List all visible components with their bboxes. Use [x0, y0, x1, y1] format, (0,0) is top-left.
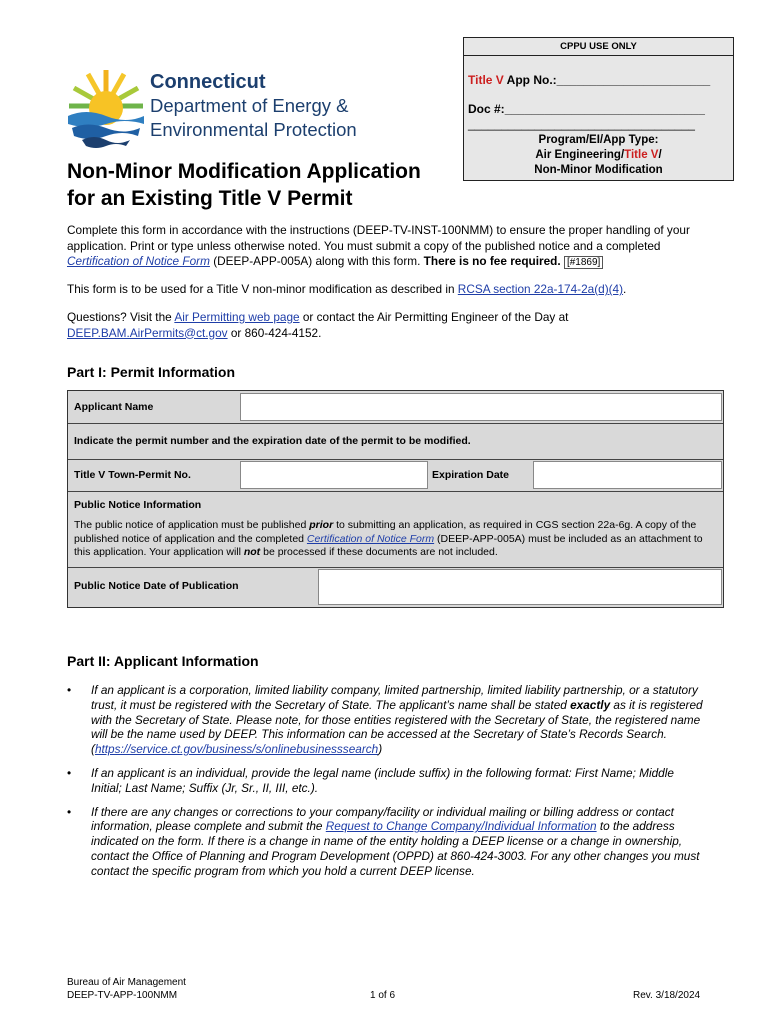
program-line2c: /	[658, 149, 662, 161]
form-tag: [#1869]	[564, 256, 603, 269]
certification-notice-link[interactable]: Certification of Notice Form	[67, 254, 210, 268]
rcsa-section-link[interactable]: RCSA section 22a-174-2a(d)(4)	[457, 282, 624, 296]
intro-text: Complete this form in accordance with the instructions (DEEP-TV-INST-100NMM) to ensure the proper handling of your application. Print or type unless otherwise noted. You must submit a copy of the published notice and a completed	[67, 223, 690, 253]
pn-text: to submitting an application, as required in CGS section 22a-6g. A copy of the published notice of application and the completed	[74, 519, 697, 545]
pn-certification-link[interactable]: Certification of Notice Form	[306, 532, 435, 545]
list-item	[67, 805, 707, 879]
part2-heading: Part II: Applicant Information	[67, 653, 259, 669]
logo-line2: Department of Energy &	[150, 95, 349, 116]
footer-page-number: 1 of 6	[370, 990, 396, 1001]
bullet-icon: •	[67, 804, 72, 819]
intro-paragraph-2	[67, 282, 707, 298]
footer-revision: Rev. 3/18/2024	[633, 990, 701, 1001]
cppu-use-only-box	[463, 37, 734, 181]
footer-form-id: DEEP-TV-APP-100NMM	[67, 990, 178, 1001]
list-item	[67, 766, 707, 796]
expiration-date-label: Expiration Date	[432, 469, 510, 481]
business-search-link[interactable]: https://service.ct.gov/business/s/onlinebusinesssearch	[94, 742, 379, 757]
applicant-name-label: Applicant Name	[74, 401, 154, 413]
doc-no-blank[interactable]: ______________________________	[504, 102, 705, 116]
intro-text: This form is to be used for a Title V non-minor modification as described in	[67, 282, 458, 296]
email-link[interactable]: DEEP.BAM.AirPermits@ct.gov	[67, 325, 228, 340]
row-divider	[68, 423, 723, 424]
bullet-text: If an applicant is an individual, provide the legal name (include suffix) in the following format: First Name; Middle Initial; Last Name; Suffix (Jr, Sr., II, III, etc.).	[91, 765, 674, 795]
wave-2	[72, 125, 140, 140]
pn-text: (DEEP-APP-005A) must be included as an attachment to this application. Your application will	[74, 532, 703, 558]
exactly-text: exactly	[570, 697, 611, 712]
wave-3	[82, 137, 130, 148]
app-no-line	[468, 73, 710, 87]
program-title-v: Title V	[624, 149, 659, 161]
extra-blank-line: __________________________________	[468, 117, 695, 131]
program-line2a: Air Engineering/	[535, 149, 625, 161]
pn-not: not	[243, 546, 261, 558]
intro-text: Questions? Visit the	[67, 310, 175, 324]
pn-text: be processed if these documents are not included.	[260, 546, 498, 558]
bullet-icon: •	[67, 765, 72, 780]
intro-text: (DEEP-APP-005A) along with this form.	[209, 254, 424, 268]
title-line2: for an Existing Title V Permit	[67, 187, 353, 210]
program-type	[464, 133, 733, 178]
bullet-text: If an applicant is a corporation, limited liability company, limited partnership, limited liability partnership, or a statutory trust, it must be registered with the Secretary of State. The applicant’s name shall be stated	[91, 683, 698, 712]
doc-no-label: Doc #:	[468, 102, 505, 116]
bullet-text: )	[378, 742, 383, 757]
town-permit-input[interactable]	[240, 461, 428, 489]
row-divider	[68, 459, 723, 460]
pub-date-input[interactable]	[318, 569, 722, 605]
footer-left	[67, 976, 186, 1002]
intro-paragraph-3	[67, 310, 707, 341]
air-permitting-link[interactable]: Air Permitting web page	[174, 310, 300, 324]
program-line3: Non-Minor Modification	[534, 164, 663, 176]
bullet-text: If there are any changes or corrections to your company/facility or individual mailing or billing address or contact information, please complete and submit the	[91, 804, 674, 834]
intro-text: .	[623, 282, 627, 296]
logo-line3: Environmental Protection	[150, 119, 357, 140]
intro-paragraph-1	[67, 223, 707, 271]
list-item	[67, 683, 707, 757]
title-v-label: Title V	[468, 73, 504, 87]
applicant-name-input[interactable]	[240, 393, 722, 421]
app-no-label: App No.:	[503, 73, 557, 87]
no-fee-text: There is no fee required.	[423, 254, 561, 268]
public-notice-heading: Public Notice Information	[74, 499, 202, 511]
intro-text: or contact the Air Permitting Engineer of the Day at	[299, 310, 569, 324]
expiration-date-input[interactable]	[533, 461, 722, 489]
deep-logo-icon	[66, 66, 146, 150]
bullet-text: as it is registered with the Secretary of State. Please note, for those entities registered with the Secretary of State, the registered name will be the name used by DEEP. This information can be accessed at the Secretary of State’s Records Search. (	[91, 697, 703, 757]
permit-info-table	[67, 390, 724, 608]
indicate-permit-label: Indicate the permit number and the expiration date of the permit to be modified.	[74, 435, 471, 447]
row-divider	[68, 567, 723, 568]
pn-text: The public notice of application must be published	[74, 519, 310, 531]
cppu-header: CPPU USE ONLY	[464, 38, 733, 56]
bullet-icon: •	[67, 683, 72, 697]
part1-heading: Part I: Permit Information	[67, 364, 236, 380]
change-info-link[interactable]: Request to Change Company/Individual Information	[325, 819, 597, 834]
row-divider	[68, 491, 723, 492]
deep-logo-text	[150, 70, 357, 142]
public-notice-text	[74, 519, 718, 560]
program-line2	[464, 148, 733, 163]
pub-date-label: Public Notice Date of Publication	[74, 580, 239, 592]
applicant-info-list	[67, 683, 707, 888]
program-line1: Program/EI/App Type:	[538, 134, 659, 146]
pn-prior: prior	[309, 519, 334, 531]
logo-line1: Connecticut	[150, 71, 266, 93]
title-line1: Non-Minor Modification Application	[67, 160, 421, 183]
app-no-blank[interactable]: _______________________	[556, 73, 711, 87]
doc-no-line	[468, 102, 705, 116]
town-permit-label: Title V Town-Permit No.	[74, 469, 191, 481]
intro-text: or 860-424-4152.	[227, 325, 322, 340]
page-title	[67, 158, 421, 212]
bullet-text: to the address indicated on the form. If there is a change in name of the entity holding a DEEP license or a change in ownership, contact the Office of Planning and Program Development (OPPD) at 860-424-3003. For any other changes you must contact the specific program from which you hold a current DEEP license.	[91, 819, 700, 878]
footer-bureau: Bureau of Air Management	[67, 977, 186, 988]
